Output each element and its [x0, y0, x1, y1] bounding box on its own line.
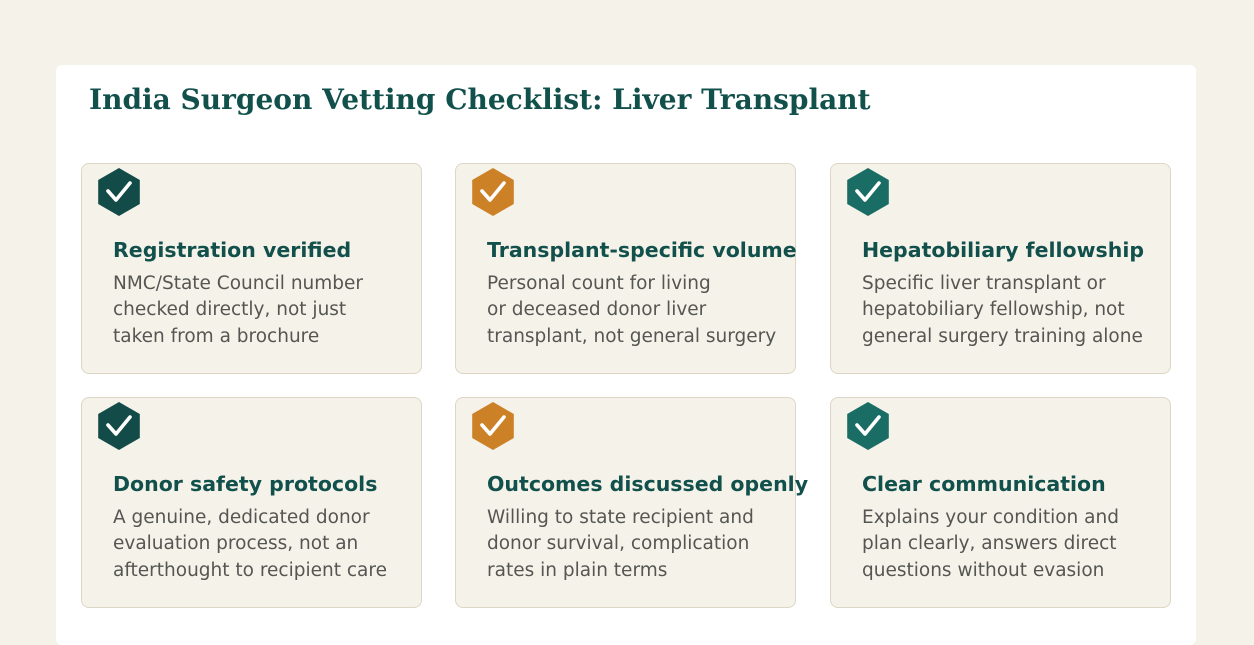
check-hexagon-icon — [471, 167, 515, 217]
card-title: Donor safety protocols — [113, 472, 378, 496]
card-title: Registration verified — [113, 238, 352, 262]
checklist-card-outcomes — [455, 397, 809, 608]
checklist-card-fellowship — [830, 163, 1171, 374]
card-description: Personal count for living or deceased donor liver transplant, not general surgery — [487, 273, 777, 347]
card-title: Outcomes discussed openly — [487, 472, 809, 496]
card-title: Transplant-specific volume — [487, 238, 797, 262]
card-description: Explains your condition and plan clearly, answers direct questions without evasion — [862, 507, 1119, 581]
card-title: Hepatobiliary fellowship — [862, 238, 1145, 262]
card-description: Specific liver transplant or hepatobiliary fellowship, not general surgery training alone — [862, 273, 1143, 347]
checklist-card-transplant-volume — [455, 163, 796, 374]
check-hexagon-icon — [846, 167, 890, 217]
card-description: A genuine, dedicated donor evaluation process, not an afterthought to recipient care — [113, 507, 387, 581]
check-hexagon-icon — [97, 401, 141, 451]
check-hexagon-icon — [97, 167, 141, 217]
checklist-card-communication — [830, 397, 1171, 608]
checklist-card-registration — [81, 163, 422, 374]
check-hexagon-icon — [471, 401, 515, 451]
check-hexagon-icon — [846, 401, 890, 451]
card-description: NMC/State Council number checked directly, not just taken from a brochure — [113, 273, 364, 347]
checklist-card-donor-safety — [81, 397, 422, 608]
card-description: Willing to state recipient and donor survival, complication rates in plain terms — [487, 507, 754, 581]
page-title: India Surgeon Vetting Checklist: Liver Transplant — [89, 83, 871, 116]
card-title: Clear communication — [862, 472, 1106, 496]
